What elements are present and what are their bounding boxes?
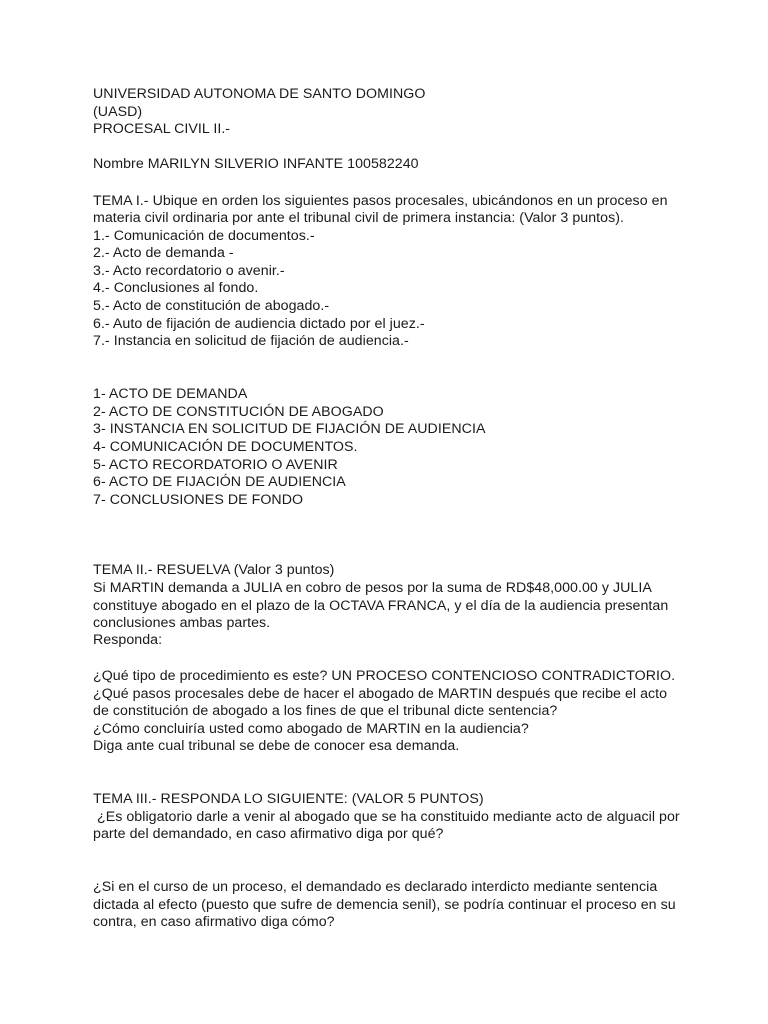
tema1-step: 4.- Conclusiones al fondo. — [93, 280, 259, 296]
tema3-question-2-line-3: contra, en caso afirmativo diga cómo? — [93, 914, 335, 930]
university-acronym: (UASD) — [93, 104, 143, 120]
tema2-question: ¿Cómo concluiría usted como abogado de MARTIN en la audiencia? — [93, 721, 529, 737]
tema1-prompt-line-1: TEMA I.- Ubique en orden los siguientes pasos procesales, ubicándonos en un proceso en — [93, 193, 668, 209]
tema2-line: Si MARTIN demanda a JULIA en cobro de pesos por la suma de RD$48,000.00 y JULIA — [93, 580, 652, 596]
student-name: Nombre MARILYN SILVERIO INFANTE 100582240 — [93, 156, 419, 172]
tema1-answer: 4- COMUNICACIÓN DE DOCUMENTOS. — [93, 439, 358, 455]
tema1-step: 6.- Auto de fijación de audiencia dictado por el juez.- — [93, 316, 425, 332]
tema1-step: 3.- Acto recordatorio o avenir.- — [93, 263, 285, 279]
tema1-answer: 6- ACTO DE FIJACIÓN DE AUDIENCIA — [93, 474, 346, 490]
tema1-answer: 5- ACTO RECORDATORIO O AVENIR — [93, 457, 338, 473]
tema3-title: TEMA III.- RESPONDA LO SIGUIENTE: (VALOR 5 PUNTOS) — [93, 791, 484, 807]
university-name: UNIVERSIDAD AUTONOMA DE SANTO DOMINGO — [93, 86, 426, 102]
tema2-question: de constitución de abogado a los fines de que el tribunal dicte sentencia? — [93, 703, 558, 719]
tema1-step: 2.- Acto de demanda - — [93, 245, 234, 261]
tema2-line: constituye abogado en el plazo de la OCTAVA FRANCA, y el día de la audiencia presentan — [93, 598, 669, 614]
tema2-line: Responda: — [93, 632, 163, 648]
course-title: PROCESAL CIVIL II.- — [93, 121, 231, 137]
tema3-question-1-line-1: ¿Es obligatorio darle a venir al abogado que se ha constituido mediante acto de alguacil por — [93, 809, 680, 825]
tema1-answer: 2- ACTO DE CONSTITUCIÓN DE ABOGADO — [93, 404, 384, 420]
tema1-step: 7.- Instancia en solicitud de fijación de audiencia.- — [93, 333, 409, 349]
tema1-answer: 7- CONCLUSIONES DE FONDO — [93, 492, 304, 508]
tema2-line: conclusiones ambas partes. — [93, 615, 271, 631]
tema2-title: TEMA II.- RESUELVA (Valor 3 puntos) — [93, 562, 335, 578]
tema3-question-2-line-1: ¿Si en el curso de un proceso, el demandado es declarado interdicto mediante sentencia — [93, 879, 658, 895]
tema2-question: Diga ante cual tribunal se debe de conocer esa demanda. — [93, 738, 460, 754]
tema3-question-1-line-2: parte del demandado, en caso afirmativo diga por qué? — [93, 826, 444, 842]
tema1-answer: 3- INSTANCIA EN SOLICITUD DE FIJACIÓN DE AUDIENCIA — [93, 421, 486, 437]
tema1-prompt-line-2: materia civil ordinaria por ante el tribunal civil de primera instancia: (Valor 3 puntos). — [93, 210, 624, 226]
tema3-question-2-line-2: dictada al efecto (puesto que sufre de demencia senil), se podría continuar el proceso en su — [93, 897, 676, 913]
tema2-question: ¿Qué tipo de procedimiento es este? UN PROCESO CONTENCIOSO CONTRADICTORIO. — [93, 668, 676, 684]
tema1-answer: 1- ACTO DE DEMANDA — [93, 386, 248, 402]
tema1-step: 5.- Acto de constitución de abogado.- — [93, 298, 330, 314]
tema2-question: ¿Qué pasos procesales debe de hacer el abogado de MARTIN después que recibe el acto — [93, 686, 668, 702]
tema1-step: 1.- Comunicación de documentos.- — [93, 228, 315, 244]
